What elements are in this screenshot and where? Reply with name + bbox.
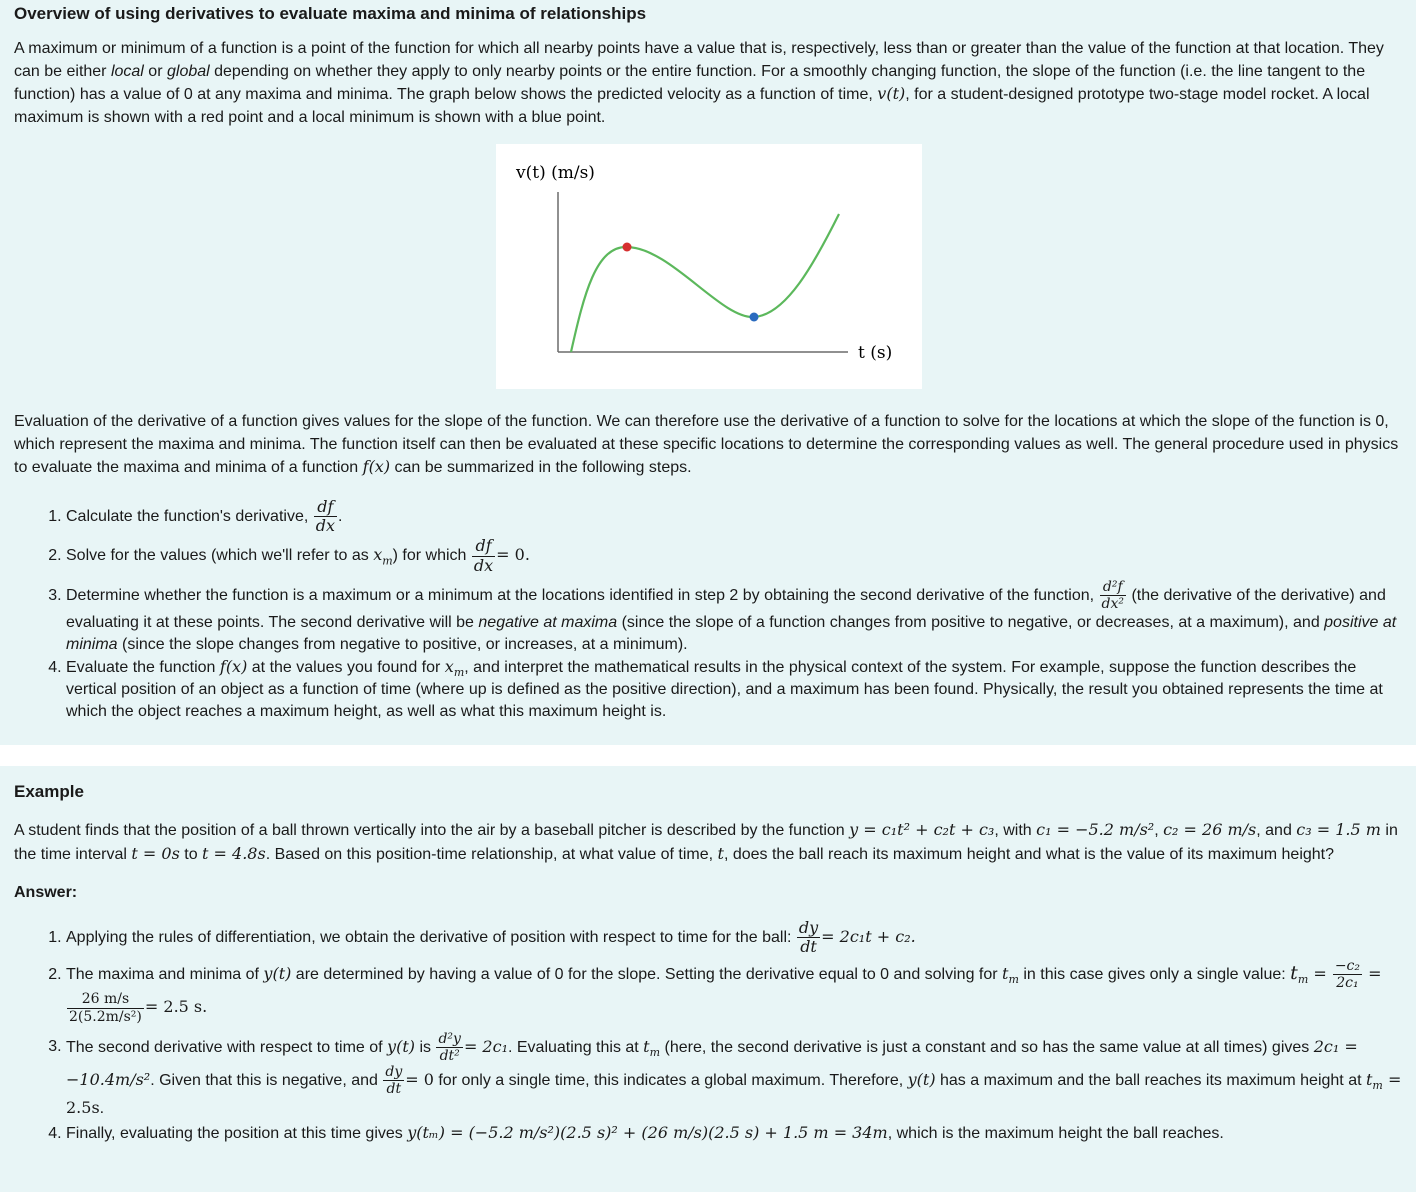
denominator: dx	[473, 555, 494, 575]
numerator: dy	[798, 917, 819, 937]
example-title: Example	[14, 782, 84, 801]
text: to	[179, 845, 203, 863]
tm-symbol: t	[1290, 962, 1298, 985]
local-minimum-point	[750, 313, 759, 322]
xm-symbol: x	[373, 545, 383, 565]
numerator: df	[472, 537, 495, 556]
step-1	[66, 498, 1402, 536]
step-2	[66, 537, 1402, 575]
equation: = 0	[405, 1069, 434, 1089]
start-time: t = 0s	[131, 843, 180, 863]
text: The maxima and minima of	[66, 966, 264, 984]
numerator: dy	[385, 1063, 403, 1080]
text: Evaluation of the derivative of a function gives values for the slope of the function. We can therefore use the derivative of a function to solve for the locations at which the slope of the function is 0, which represent the maxima and minima. The function itself can then be evaluated at these specific locations to determine the corresponding values as well. The general procedure used in physics to evaluate the maxima and minima of a function	[14, 413, 1399, 476]
text: A student finds that the position of a ball thrown vertically into the air by a baseball pitcher is described by the function	[14, 822, 850, 839]
text: (the derivative of the derivative) and evaluating it at these points. The second derivative will be	[66, 586, 1386, 632]
text: .	[338, 507, 343, 525]
negative-term: negative at maxima	[478, 614, 618, 632]
derivative-fraction	[314, 498, 337, 536]
c3-value: c₃ = 1.5 m	[1296, 820, 1381, 839]
text: for only a single time, this indicates a global maximum. Therefore,	[433, 1071, 908, 1089]
numerator: 26 m/s	[67, 991, 144, 1008]
position-function: y = c₁t² + c₂t + c₃	[849, 820, 995, 839]
function-fx: f(x)	[362, 457, 391, 476]
subscript: m	[453, 666, 465, 680]
denominator: 2(5.2m/s²)	[69, 1008, 142, 1025]
text: A maximum or minimum of a function is a point of the function for which all nearby points have a value that is, respectively, less than or greater than the value of the function at that location. They can be either	[14, 40, 1384, 80]
text: , which is the maximum height the ball reaches.	[887, 1125, 1224, 1143]
equation: = 0.	[496, 545, 530, 565]
position-symbol: y(t)	[907, 1069, 936, 1089]
second-derivative-value: 2c₁ = −10.4m/s²	[66, 1036, 1358, 1089]
tm-fraction-2	[67, 991, 144, 1024]
tm-symbol: t	[1002, 964, 1009, 984]
denominator: dx	[315, 515, 336, 535]
answer-step-1	[66, 919, 1402, 957]
text: Applying the rules of differentiation, we obtain the derivative of position with respect to time for the ball:	[66, 928, 796, 946]
velocity-graph	[496, 144, 922, 389]
text: . Given that this is negative, and	[150, 1071, 383, 1089]
numerator: df	[314, 498, 337, 517]
text: , and interpret the mathematical results in the physical context of the system. For example, suppose the function describes the vertical position of an object as a function of time (where up is defined as the positive direction), and a maximum has been found. Physically, the result you obtained represents the time at which the object reaches a maximum height, as well as what this maximum height is.	[66, 659, 1383, 721]
xm-symbol: x	[444, 657, 454, 677]
text: ,	[1154, 822, 1164, 839]
equation: = 2c₁t + c₂.	[821, 926, 916, 946]
numerator: −c₂	[1334, 958, 1361, 975]
example-question	[14, 819, 1402, 866]
step-4	[66, 656, 1402, 723]
local-maximum-point	[623, 243, 632, 252]
procedure-steps	[14, 498, 1402, 724]
end-time: t = 4.8s	[202, 843, 266, 863]
result: = 2.5 s.	[144, 997, 208, 1017]
answer-step-3	[66, 1031, 1402, 1120]
function-fx: f(x)	[219, 657, 248, 677]
answer-step-2	[66, 958, 1402, 1024]
position-symbol: y(t)	[387, 1036, 415, 1056]
text: . Based on this position-time relationship, at what value of time,	[265, 845, 718, 863]
text: The second derivative with respect to time of	[66, 1038, 388, 1056]
derivative-fraction	[472, 537, 495, 575]
step-3	[66, 579, 1402, 656]
velocity-curve	[571, 214, 839, 352]
answer-label: Answer:	[14, 884, 78, 901]
text: in the time interval	[14, 822, 1398, 863]
text: Calculate the function's derivative,	[66, 507, 313, 525]
denominator: dx²	[1101, 596, 1125, 613]
numerator: d²f	[1100, 579, 1126, 596]
text: Evaluate the function	[66, 659, 220, 677]
text: or	[143, 62, 167, 80]
denominator: dt	[800, 936, 817, 956]
dy-dt-fraction	[383, 1064, 404, 1097]
text: at the values you found for	[247, 659, 445, 677]
positive-term: positive at minima	[66, 614, 1397, 654]
text: (here, the second derivative is just a constant and so has the same value at all times) gives	[660, 1038, 1314, 1056]
text: depending on whether they apply to only nearby points or the entire function. For a smoothly changing function, the slope of the function (i.e. the line tangent to the function) has a value of 0 at any maxima and minima. The graph below shows the predicted velocity as a function of time,	[14, 62, 1366, 103]
subscript: m	[1372, 1078, 1383, 1092]
max-height-equation: y(tₘ) = (−5.2 m/s²)(2.5 s)² + (26 m/s)(2.5 s) + 1.5 m = 34m	[407, 1123, 888, 1143]
denominator: dt	[386, 1080, 402, 1097]
text: , for a student-designed prototype two-stage model rocket. A local maximum is shown with a red point and a local minimum is shown with a blue point.	[14, 86, 1370, 126]
x-axis-label: t (s)	[858, 343, 893, 363]
overview-paragraph-1	[14, 38, 1402, 129]
text: ) for which	[392, 547, 471, 565]
numerator: d²y	[438, 1030, 461, 1047]
overview-paragraph-2	[14, 411, 1402, 480]
local-term: local	[110, 62, 144, 80]
denominator: 2c₁	[1336, 975, 1359, 992]
text: , does the ball reach its maximum height and what is the value of its maximum height?	[723, 845, 1335, 863]
text: are determined by having a value of 0 for the slope. Setting the derivative equal to 0 and solving for	[291, 966, 1003, 984]
answer-steps	[14, 919, 1402, 1146]
example-panel	[0, 766, 1416, 1192]
text: Determine whether the function is a maximum or a minimum at the locations identified in step 2 by obtaining the second derivative of the function,	[66, 586, 1099, 604]
velocity-function: v(t)	[877, 84, 906, 103]
c2-value: c₂ = 26 m/s	[1163, 820, 1257, 839]
subscript: m	[382, 554, 393, 568]
second-derivative-fraction	[436, 1031, 462, 1064]
denominator: dt²	[439, 1047, 460, 1064]
text: (since the slope of a function changes from positive to negative, or decreases, at a maximum), and	[617, 614, 1325, 632]
text: has a maximum and the ball reaches its maximum height at	[935, 1071, 1366, 1089]
answer-step-4	[66, 1122, 1402, 1145]
equals: =	[1308, 964, 1332, 984]
text: can be summarized in the following steps.	[390, 459, 692, 476]
dy-dt-fraction	[797, 919, 820, 957]
text: Solve for the values (which we'll refer to as	[66, 547, 374, 565]
equals: =	[1363, 964, 1382, 984]
text: Finally, evaluating the position at this time gives	[66, 1125, 408, 1143]
text: . Evaluating this at	[507, 1038, 644, 1056]
subscript: m	[649, 1045, 661, 1059]
velocity-graph-svg	[496, 144, 922, 389]
overview-title: Overview of using derivatives to evaluate maxima and minima of relationships	[14, 4, 647, 23]
text: in this case gives only a single value:	[1018, 966, 1291, 984]
text: .	[99, 1100, 105, 1118]
tm-symbol: t	[643, 1036, 650, 1056]
second-derivative-fraction	[1100, 579, 1126, 612]
tm-symbol: t	[1365, 1069, 1373, 1089]
subscript: m	[1297, 973, 1309, 987]
text: , with	[994, 822, 1037, 839]
text: , and	[1256, 822, 1297, 839]
equation: = 2c₁	[463, 1036, 508, 1056]
tm-value: = 2.5s	[66, 1069, 1402, 1118]
y-axis-label: v(t) (m/s)	[516, 163, 595, 183]
text: is	[415, 1038, 436, 1056]
global-term: global	[166, 62, 210, 80]
text: (since the slope changes from negative to positive, or increases, at a minimum).	[117, 636, 688, 654]
subscript: m	[1008, 973, 1019, 987]
tm-fraction-1	[1333, 958, 1362, 991]
position-symbol: y(t)	[263, 964, 292, 984]
c1-value: c₁ = −5.2 m/s²	[1036, 820, 1155, 839]
time-symbol: t	[717, 843, 724, 863]
